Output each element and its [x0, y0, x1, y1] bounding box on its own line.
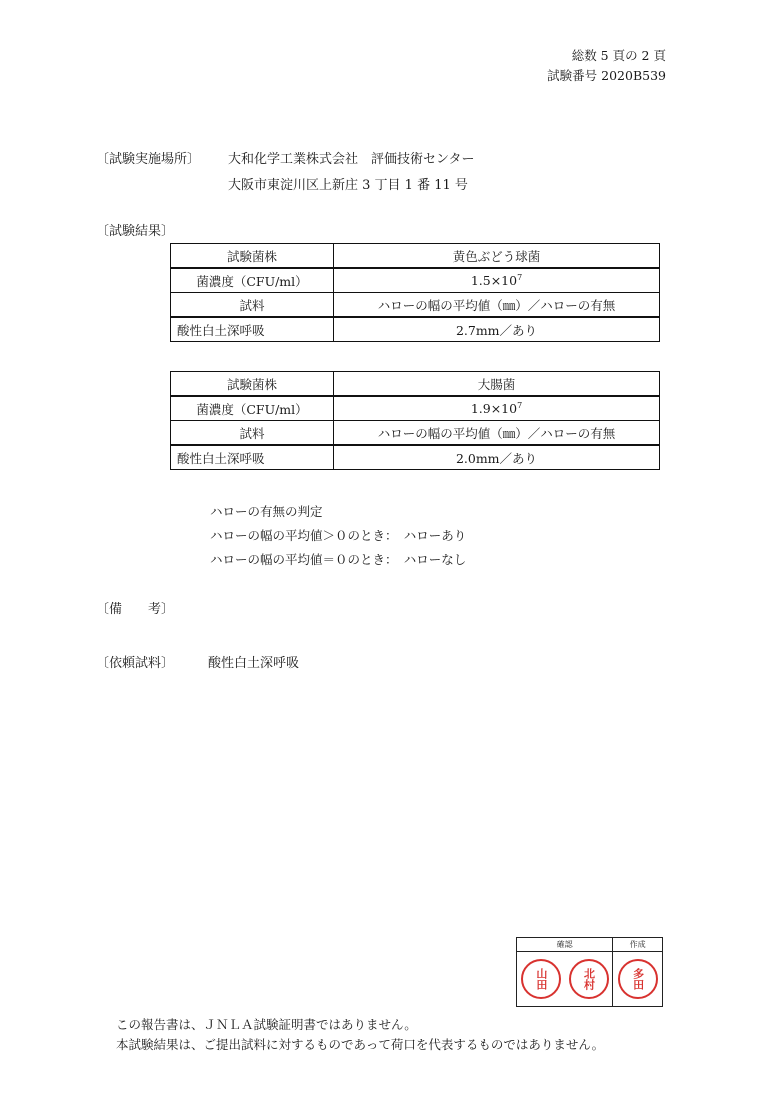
- concentration-value: [334, 268, 660, 293]
- seal-text: 北村: [582, 968, 596, 990]
- confirm-column: [517, 938, 613, 1006]
- concentration-exponent: 7: [517, 272, 523, 282]
- concentration-label: 菌濃度（CFU/ml）: [171, 396, 334, 421]
- table-row: [171, 268, 660, 293]
- test-number: 試験番号 2020B539: [547, 68, 666, 83]
- strain-name: 黄色ぶどう球菌: [334, 244, 660, 269]
- result-table-1: [170, 243, 660, 342]
- concentration-label: 菌濃度（CFU/ml）: [171, 268, 334, 293]
- seal-kitamura: [569, 959, 609, 999]
- table-row: [171, 293, 660, 318]
- footer-note-1: この報告書は、ＪＮＬＡ試験証明書ではありません。: [116, 1017, 417, 1032]
- judgement-rule-absent: ハローの幅の平均値＝０のとき： ハローなし: [210, 552, 467, 567]
- seal-yamada: [521, 959, 561, 999]
- facility-label: 〔試験実施場所〕: [96, 152, 201, 167]
- measure-header: ハローの幅の平均値（㎜）／ハローの有無: [334, 293, 660, 318]
- concentration-exponent: 7: [517, 400, 523, 410]
- measure-header: ハローの幅の平均値（㎜）／ハローの有無: [334, 421, 660, 446]
- table-row: [171, 396, 660, 421]
- author-seals: [613, 952, 662, 1006]
- facility-address: 大阪市東淀川区上新庄 3 丁目 1 番 11 号: [228, 178, 468, 193]
- table-row: [171, 372, 660, 397]
- facility-name: 大和化学工業株式会社 評価技術センター: [228, 152, 475, 167]
- concentration-base: 1.9×10: [470, 401, 518, 417]
- judgement-rule-present: ハローの幅の平均値＞０のとき： ハローあり: [210, 528, 467, 543]
- seal-text: 多田: [631, 968, 645, 990]
- measure-value: 2.7mm／あり: [334, 317, 660, 342]
- sample-header: 試料: [171, 421, 334, 446]
- table-row: [171, 421, 660, 446]
- measure-value: 2.0mm／あり: [334, 445, 660, 470]
- author-column: [613, 938, 662, 1006]
- footer-note-2: 本試験結果は、ご提出試料に対するものであって荷口を代表するものではありません。: [116, 1037, 605, 1052]
- strain-name: 大腸菌: [334, 372, 660, 397]
- sample-header: 試料: [171, 293, 334, 318]
- table-row: [171, 317, 660, 342]
- result-table-2: [170, 371, 660, 470]
- concentration-base: 1.5×10: [470, 273, 518, 289]
- table-row: [171, 445, 660, 470]
- remarks-label: 〔備 考〕: [96, 602, 175, 617]
- approval-stamp-box: [516, 937, 663, 1007]
- results-label: 〔試験結果〕: [96, 224, 175, 239]
- requested-sample-value: 酸性白土深呼吸: [208, 656, 300, 671]
- requested-sample-label: 〔依頼試料〕: [96, 656, 175, 671]
- strain-label: 試験菌株: [171, 372, 334, 397]
- page-count: 総数 5 頁の 2 頁: [571, 48, 666, 63]
- concentration-value: [334, 396, 660, 421]
- page-header: [547, 46, 666, 86]
- author-label: 作成: [613, 938, 662, 952]
- confirm-seals: [517, 952, 612, 1006]
- strain-label: 試験菌株: [171, 244, 334, 269]
- sample-name: 酸性白土深呼吸: [171, 317, 334, 342]
- seal-text: 山田: [534, 968, 548, 990]
- table-row: [171, 244, 660, 269]
- seal-tada: [618, 959, 658, 999]
- sample-name: 酸性白土深呼吸: [171, 445, 334, 470]
- judgement-title: ハローの有無の判定: [210, 504, 323, 519]
- confirm-label: 確認: [517, 938, 612, 952]
